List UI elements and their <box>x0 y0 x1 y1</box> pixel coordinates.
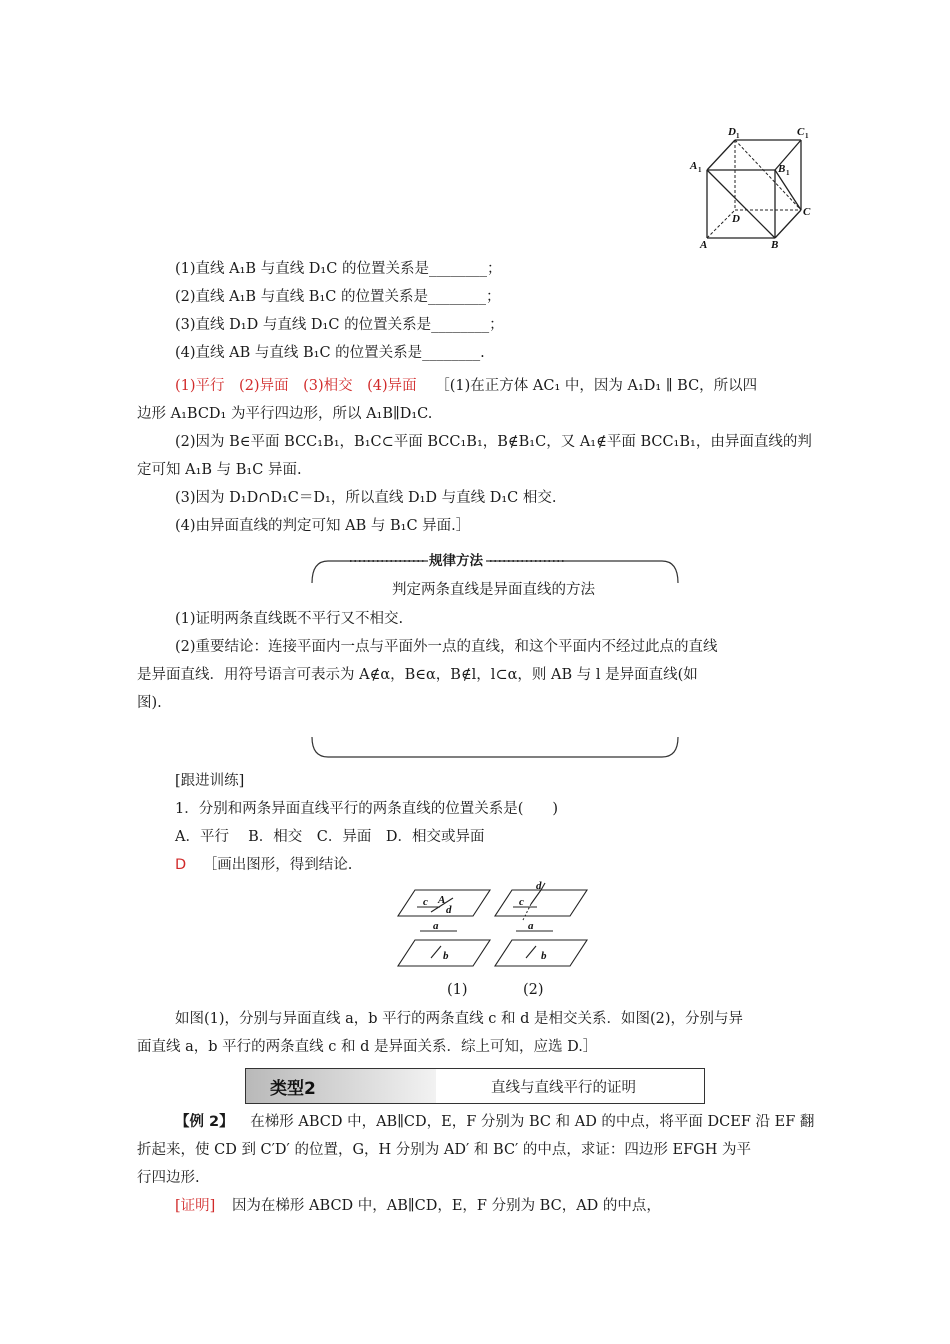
question-3: (3)直线 D₁D 与直线 D₁C 的位置关系是________； <box>175 317 504 333</box>
practice-heading: [跟进训练] <box>175 773 245 789</box>
fig2-label-c: c <box>519 896 524 908</box>
cube-label-A1-sub: 1 <box>698 166 702 174</box>
fig1-label-b: b <box>443 950 449 962</box>
solution-line-2: 边形 A₁BCD₁ 为平行四边形，所以 A₁B∥D₁C. <box>137 406 433 422</box>
practice-answer-text: ［画出图形，得到结论. <box>202 857 353 873</box>
solution-line-3: (2)因为 B∈平面 BCC₁B₁，B₁C⊂平面 BCC₁B₁，B∉B₁C，又 A₁∉平面 BCC₁B₁，由异面直线的判 <box>175 434 812 450</box>
type-tag <box>246 1069 436 1103</box>
fig2-label-d: d <box>536 880 542 892</box>
answer-line <box>175 376 757 396</box>
cube-label-D1-sub: 1 <box>736 132 740 140</box>
method-box-title: 判定两条直线是异面直线的方法 <box>392 582 595 598</box>
question-2: (2)直线 A₁B 与直线 B₁C 的位置关系是________； <box>175 289 501 305</box>
proof-line <box>175 1196 661 1216</box>
method-line-3: 是异面直线．用符号语言可表示为 A∉α，B∈α，B∉l，l⊂α，则 AB 与 l 是异面直线(如 <box>137 667 698 683</box>
cube-label-C1: C <box>797 126 805 138</box>
cube-label-B1: B <box>778 163 786 175</box>
solution-line-4: 定可知 A₁B 与 B₁C 异面. <box>137 462 302 478</box>
method-line-1: (1)证明两条直线既不平行又不相交. <box>175 611 404 627</box>
type-tag-label: 类型2 <box>270 1079 316 1099</box>
fig1-label-c: c <box>423 896 428 908</box>
practice-question: 1．分别和两条异面直线平行的两条直线的位置关系是( ) <box>175 801 559 817</box>
proof-label: [证明] <box>175 1198 216 1214</box>
solution-line-6: (4)由异面直线的判定可知 AB 与 B₁C 异面.］ <box>175 518 471 534</box>
planes-figure <box>395 880 595 995</box>
cube-label-B1-sub: 1 <box>786 169 790 177</box>
method-box-header: 规律方法 <box>429 553 483 569</box>
practice-explanation-1: 如图(1)，分别与异面直线 a，b 平行的两条直线 c 和 d 是相交关系．如图(2)，分别与异 <box>175 1011 744 1027</box>
cube-label-D1: D <box>728 126 736 138</box>
figure-caption-1: (1) <box>447 982 468 998</box>
cube-label-A1: A <box>690 160 698 172</box>
figure-caption-2: (2) <box>523 982 544 998</box>
fig2-label-b: b <box>541 950 547 962</box>
example2-line-3: 行四边形. <box>137 1170 200 1186</box>
fig2-label-a: a <box>528 920 534 932</box>
cube-label-C: C <box>803 206 811 218</box>
proof-text: 因为在梯形 ABCD 中，AB∥CD，E，F 分别为 BC，AD 的中点， <box>231 1198 661 1214</box>
fig1-label-A: A <box>438 894 446 906</box>
practice-answer-letter: D <box>175 857 187 873</box>
method-box-bottom <box>310 735 680 763</box>
type-title: 直线与直线平行的证明 <box>491 1080 636 1096</box>
example2-text-1: 在梯形 ABCD 中，AB∥CD，E，F 分别为 BC 和 AD 的中点，将平面 DCEF 沿 EF 翻 <box>250 1114 815 1130</box>
fig1-label-d: d <box>446 904 452 916</box>
example2-label: 【例 2】 <box>175 1114 234 1130</box>
cube-label-C1-sub: 1 <box>805 132 809 140</box>
example2-line-2: 折起来，使 CD 到 C′D′ 的位置，G，H 分别为 AD′ 和 BC′ 的中点，求证：四边形 EFGH 为平 <box>137 1142 752 1158</box>
method-line-2: (2)重要结论：连接平面内一点与平面外一点的直线，和这个平面内不经过此点的直线 <box>175 639 718 655</box>
practice-answer-line <box>175 855 352 875</box>
cube-label-D: D <box>732 213 740 225</box>
cube-label-A: A <box>700 239 708 251</box>
type-box <box>245 1068 705 1104</box>
answer-key: (1)平行 (2)异面 (3)相交 (4)异面 <box>175 378 417 394</box>
example2-line-1 <box>175 1112 814 1132</box>
solution-line-1: ［(1)在正方体 AC₁ 中，因为 A₁D₁ ∥ BC，所以四 <box>435 378 758 394</box>
cube-figure <box>680 120 820 255</box>
question-4: (4)直线 AB 与直线 B₁C 的位置关系是________. <box>175 345 485 361</box>
practice-options: A．平行 B．相交 C．异面 D．相交或异面 <box>175 829 485 845</box>
method-line-4: 图). <box>137 695 162 711</box>
question-1: (1)直线 A₁B 与直线 D₁C 的位置关系是________； <box>175 261 502 277</box>
practice-explanation-2: 面直线 a，b 平行的两条直线 c 和 d 是异面关系．综上可知，应选 D.］ <box>137 1039 598 1055</box>
solution-line-5: (3)因为 D₁D∩D₁C＝D₁，所以直线 D₁D 与直线 D₁C 相交. <box>175 490 557 506</box>
fig1-label-a: a <box>433 920 439 932</box>
cube-label-B: B <box>771 239 779 251</box>
